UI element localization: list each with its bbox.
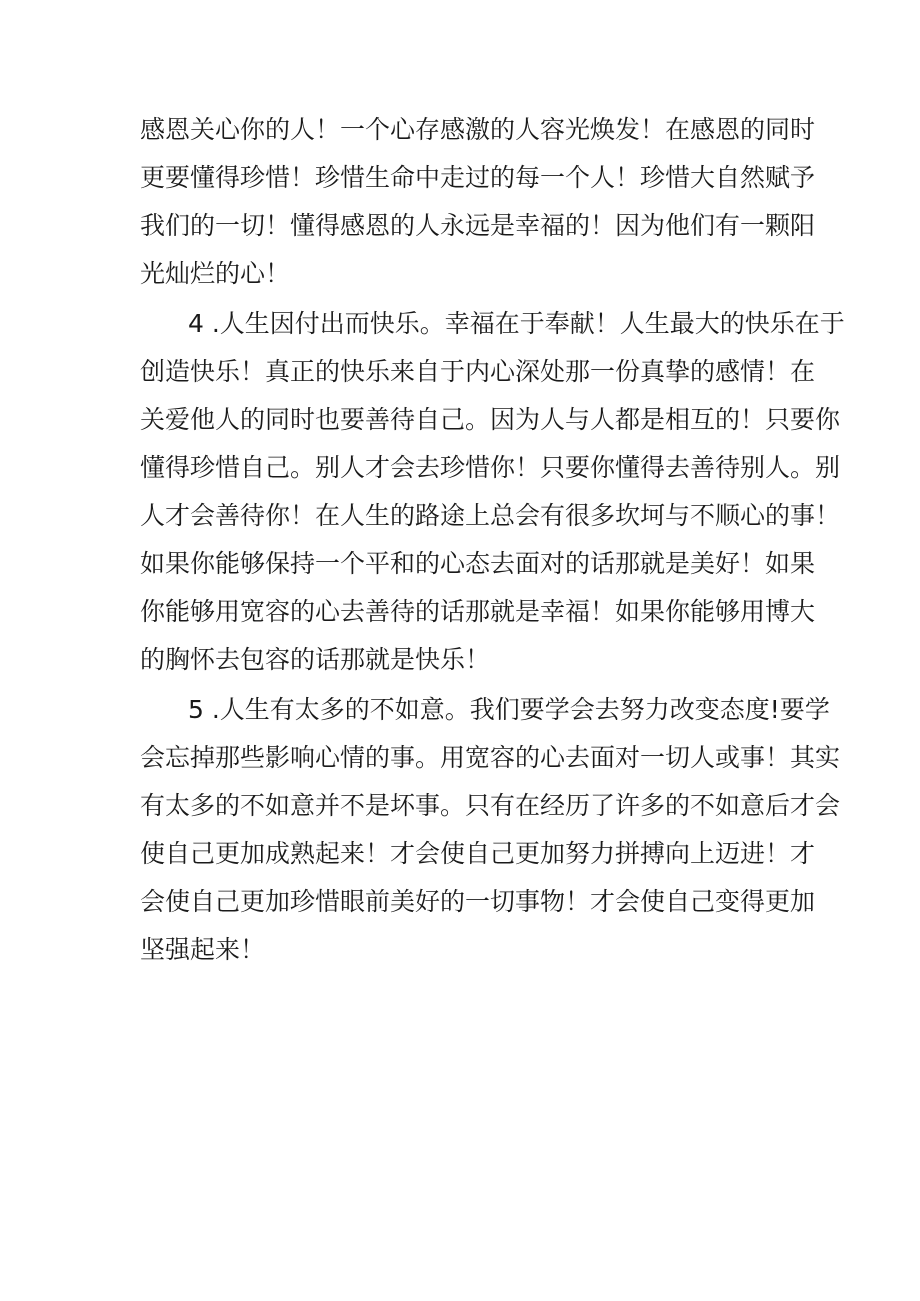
paragraph-line: 坚强起来！ <box>140 935 266 964</box>
paragraph-line: 感恩关心你的人！一个心存感激的人容光焕发！在感恩的同时 <box>140 115 816 144</box>
paragraph-line: 人才会善待你！在人生的路途上总会有很多坎坷与不顺心的事！ <box>140 501 841 530</box>
paragraph-line: 我们的一切！懂得感恩的人永远是幸福的！因为他们有一颗阳 <box>140 211 816 240</box>
paragraph-line: 有太多的不如意并不是坏事。只有在经历了许多的不如意后才会 <box>140 791 841 820</box>
paragraph-line: 使自己更加成熟起来！才会使自己更加努力拼搏向上迈进！才 <box>140 839 816 868</box>
paragraph-line: 你能够用宽容的心去善待的话那就是幸福！如果你能够用博大 <box>140 597 816 626</box>
paragraph-line: 会忘掉那些影响心情的事。用宽容的心去面对一切人或事！其实 <box>140 743 841 772</box>
paragraph-line: 创造快乐！真正的快乐来自于内心深处那一份真挚的感情！在 <box>140 357 816 386</box>
paragraph-line: 更要懂得珍惜！珍惜生命中走过的每一个人！珍惜大自然赋予 <box>140 163 816 192</box>
paragraph-line: 会使自己更加珍惜眼前美好的一切事物！才会使自己变得更加 <box>140 887 816 916</box>
paragraph-line: 的胸怀去包容的话那就是快乐！ <box>140 645 491 674</box>
paragraph-line: 懂得珍惜自己。别人才会去珍惜你！只要你懂得去善待别人。别 <box>140 453 841 482</box>
paragraph-line: 光灿烂的心！ <box>140 259 291 288</box>
paragraph-line: 关爱他人的同时也要善待自己。因为人与人都是相互的！只要你 <box>140 405 841 434</box>
paragraph-line: 5 .人生有太多的不如意。我们要学会去努力改变态度!要学 <box>188 695 830 724</box>
paragraph-line: 如果你能够保持一个平和的心态去面对的话那就是美好！如果 <box>140 549 816 578</box>
paragraph-line: 4 .人生因付出而快乐。幸福在于奉献！人生最大的快乐在于 <box>188 309 845 338</box>
